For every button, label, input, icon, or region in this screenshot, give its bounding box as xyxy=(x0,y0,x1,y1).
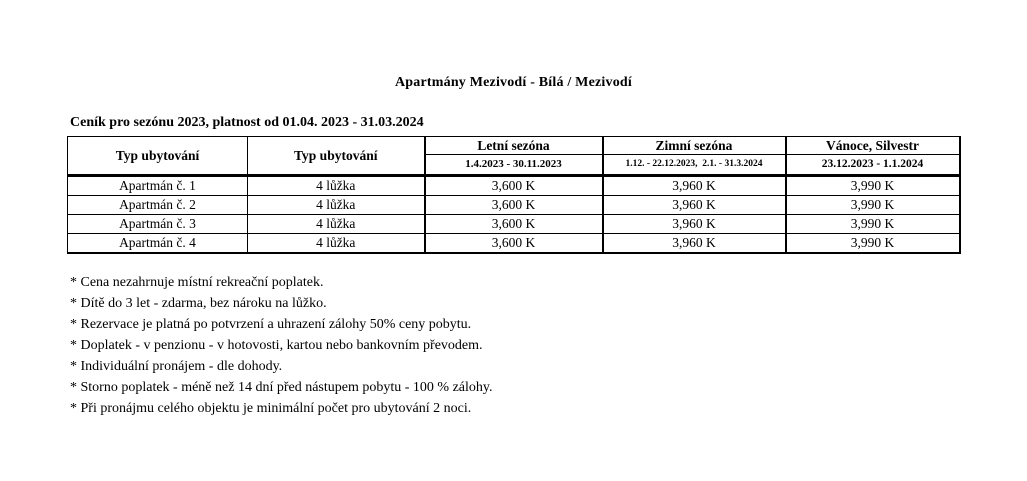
summer-price: 3,600 K xyxy=(425,215,603,234)
season-header-row xyxy=(68,137,960,155)
summer-price: 3,600 K xyxy=(425,234,603,254)
page-title: Apartmány Mezivodí - Bílá / Mezivodí xyxy=(394,75,632,90)
footnote: * Cena nezahrnuje místní rekreační poplatek. xyxy=(70,275,324,290)
christmas-price: 3,990 K xyxy=(786,176,960,196)
table-row xyxy=(68,215,960,234)
column-header-winter-season: Zimní sezóna xyxy=(603,137,786,155)
footnotes-list xyxy=(70,272,1027,419)
apartment-capacity: 4 lůžka xyxy=(248,176,425,196)
christmas-price: 3,990 K xyxy=(786,234,960,254)
footnote: * Dítě do 3 let - zdarma, bez nároku na lůžko. xyxy=(70,296,327,311)
summer-season-dates: 1.4.2023 - 30.11.2023 xyxy=(425,155,603,176)
footnote: * Individuální pronájem - dle dohody. xyxy=(70,359,283,374)
christmas-season-dates: 23.12.2023 - 1.1.2024 xyxy=(786,155,960,176)
price-table-body xyxy=(68,176,960,254)
winter-price: 3,960 K xyxy=(603,196,786,215)
christmas-price: 3,990 K xyxy=(786,215,960,234)
table-row xyxy=(68,234,960,254)
summer-price: 3,600 K xyxy=(425,196,603,215)
footnote: * Storno poplatek - méně než 14 dní před nástupem pobytu - 100 % zálohy. xyxy=(70,380,493,395)
table-row xyxy=(68,196,960,215)
column-header-accommodation-type-1: Typ ubytování xyxy=(68,137,248,176)
price-table-header xyxy=(68,137,960,176)
footnote: * Doplatek - v penzionu - v hotovosti, kartou nebo bankovním převodem. xyxy=(70,338,483,353)
apartment-capacity: 4 lůžka xyxy=(248,234,425,254)
apartment-name: Apartmán č. 4 xyxy=(68,234,248,254)
table-row xyxy=(68,176,960,196)
apartment-name: Apartmán č. 1 xyxy=(68,176,248,196)
winter-season-dates: 1.12. - 22.12.2023, 2.1. - 31.3.2024 xyxy=(603,155,786,176)
winter-price: 3,960 K xyxy=(603,176,786,196)
column-header-accommodation-type-2: Typ ubytování xyxy=(248,137,425,176)
column-header-christmas-season: Vánoce, Silvestr xyxy=(786,137,960,155)
christmas-price: 3,990 K xyxy=(786,196,960,215)
price-table xyxy=(67,136,961,254)
price-list-heading: Ceník pro sezónu 2023, platnost od 01.04. 2023 - 31.03.2024 xyxy=(70,115,424,130)
footnote: * Rezervace je platná po potvrzení a uhrazení zálohy 50% ceny pobytu. xyxy=(70,317,472,332)
apartment-capacity: 4 lůžka xyxy=(248,196,425,215)
column-header-summer-season: Letní sezóna xyxy=(425,137,603,155)
summer-price: 3,600 K xyxy=(425,176,603,196)
apartment-capacity: 4 lůžka xyxy=(248,215,425,234)
winter-price: 3,960 K xyxy=(603,215,786,234)
apartment-name: Apartmán č. 3 xyxy=(68,215,248,234)
footnote: * Při pronájmu celého objektu je minimální počet pro ubytování 2 noci. xyxy=(70,401,472,416)
apartment-name: Apartmán č. 2 xyxy=(68,196,248,215)
winter-price: 3,960 K xyxy=(603,234,786,254)
